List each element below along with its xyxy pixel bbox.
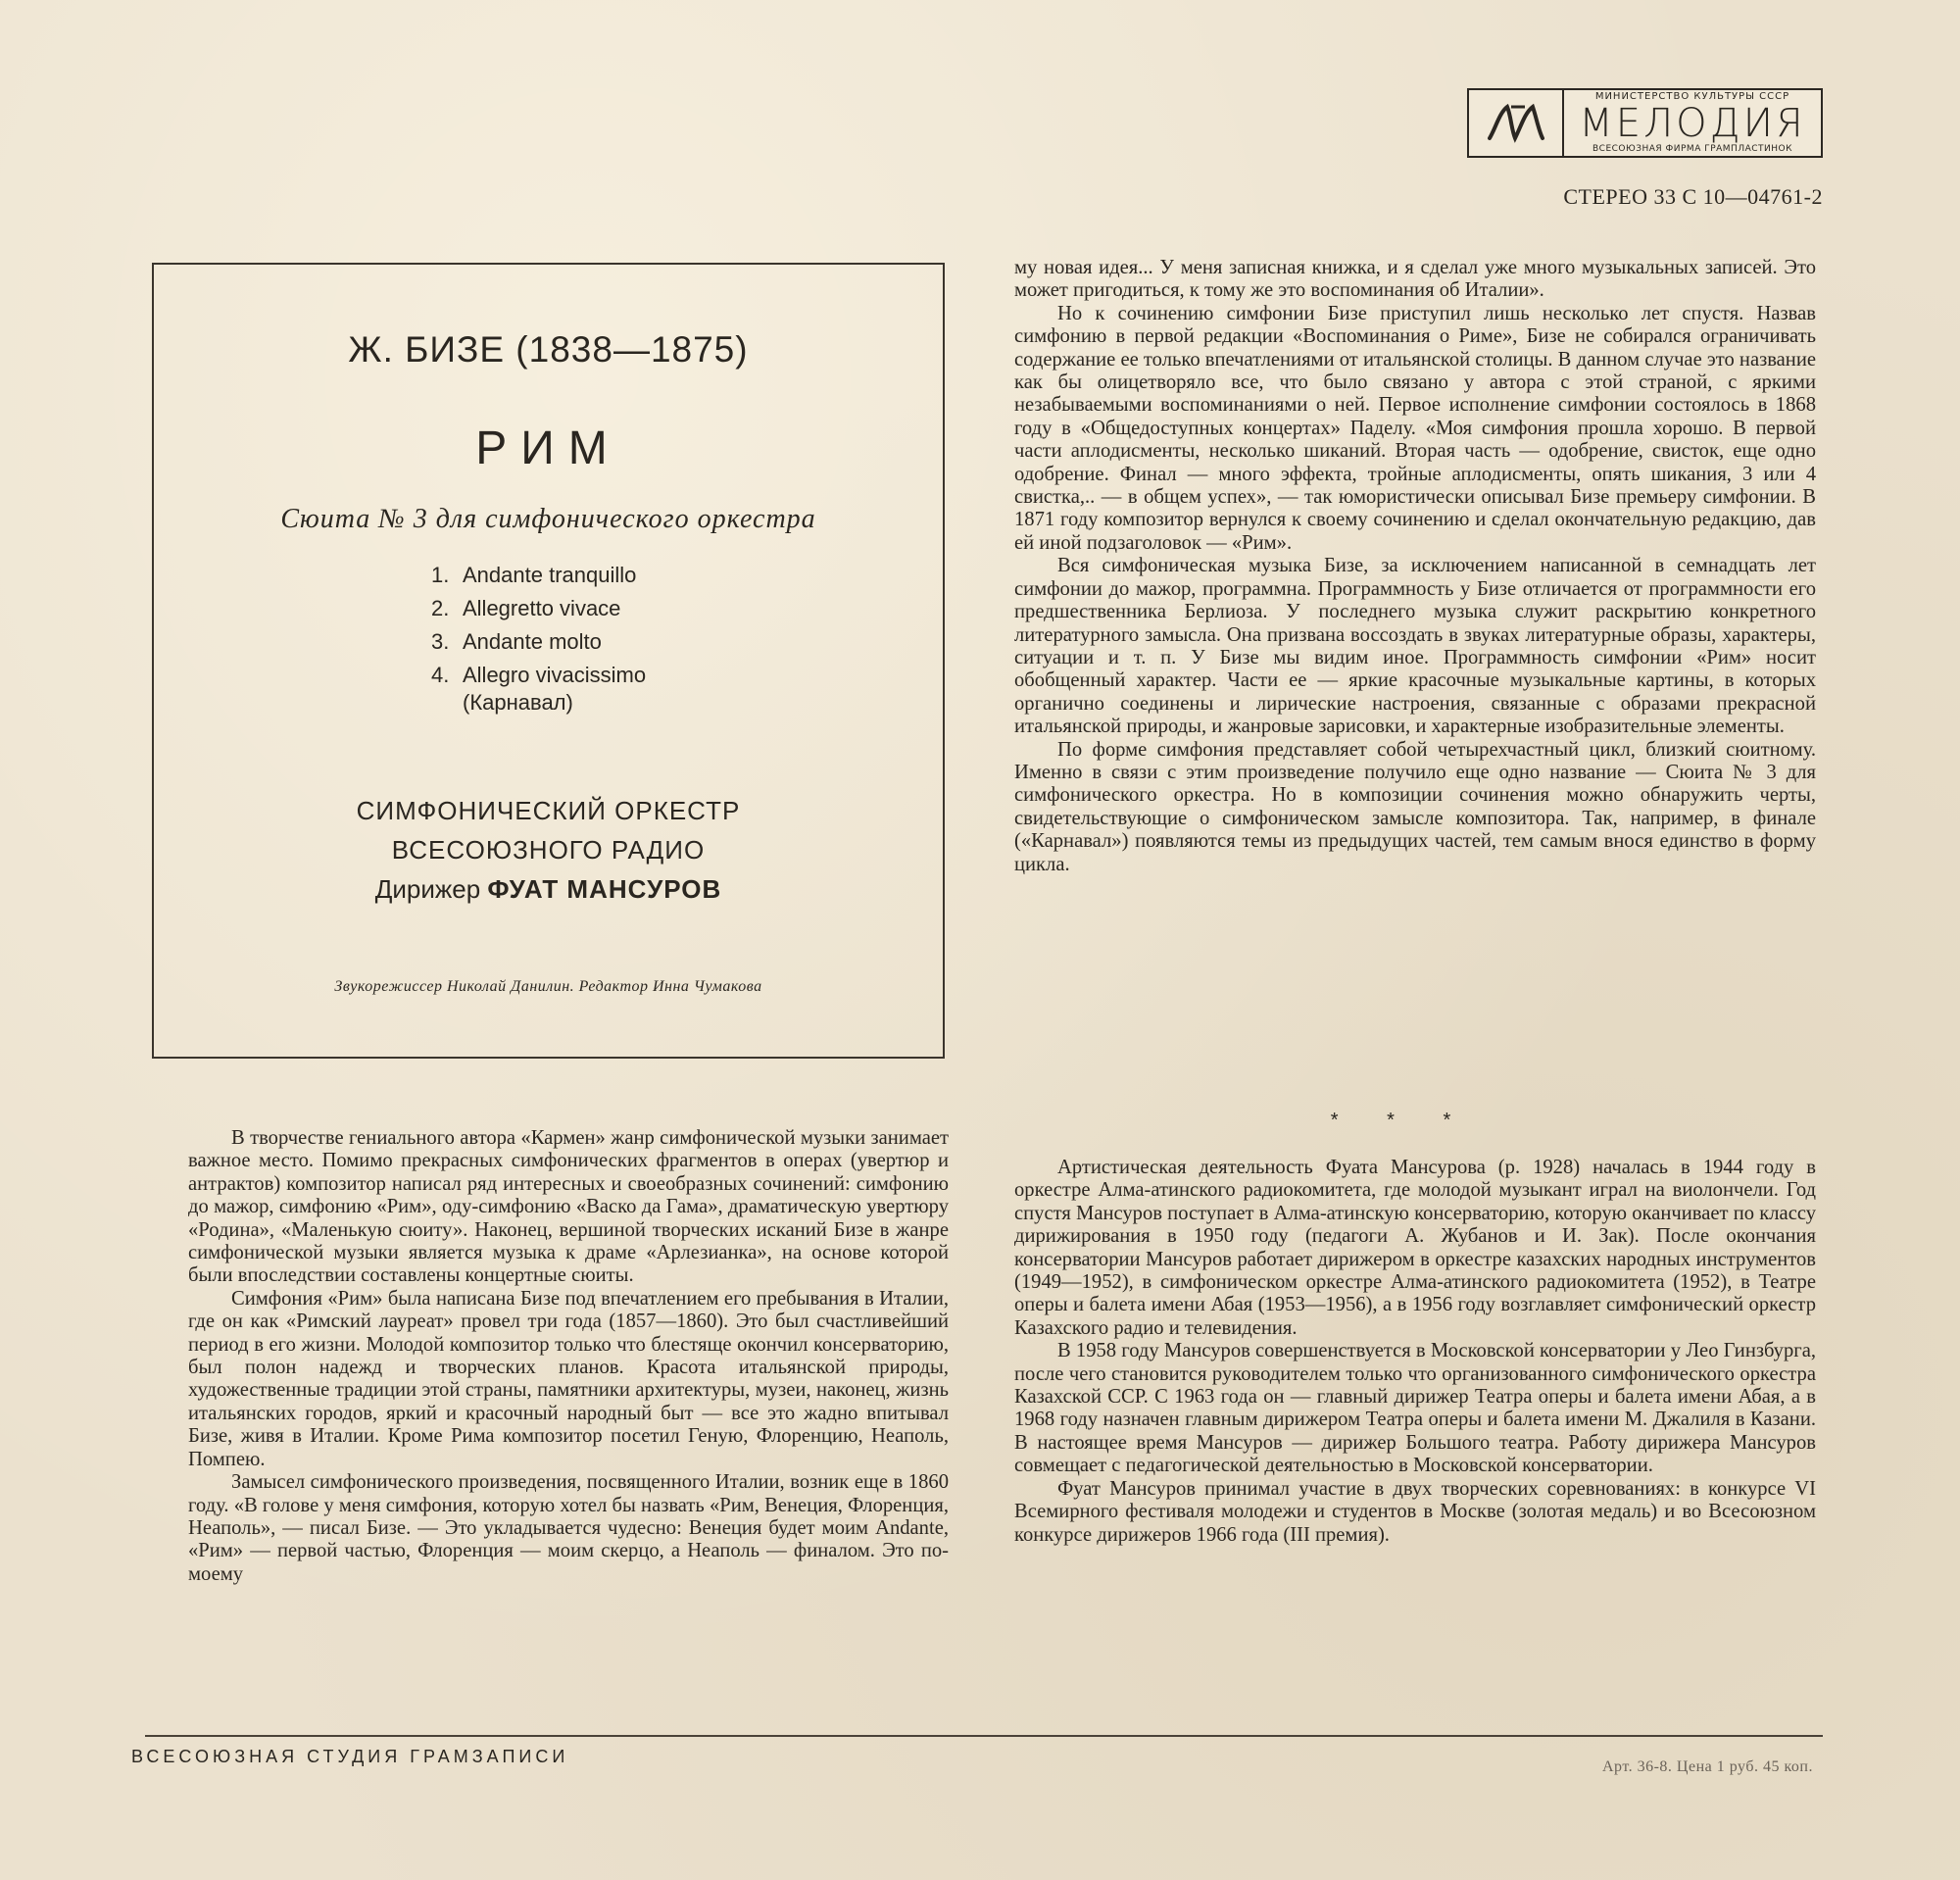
studio-name: ВСЕСОЮЗНАЯ СТУДИЯ ГРАМЗАПИСИ — [131, 1747, 569, 1766]
movement-item — [431, 659, 646, 692]
conductor-name: ФУАТ МАНСУРОВ — [487, 874, 722, 904]
movement-title: Allegro vivacissimo — [463, 663, 647, 687]
production-credits: Звукорежиссер Николай Данилин. Редактор Инна Чумакова — [334, 978, 762, 995]
movement-subtitle: (Карнавал) — [463, 690, 573, 715]
movement-number: 4. — [431, 663, 450, 687]
paragraph: Артистическая деятельность Фуата Мансурова (р. 1928) началась в 1944 году в оркестре Алма-атинского радиокомитета, где молодой музыкант играл на виолончели. Год спустя Мансуров поступает в Алма-атинскую консерваторию, которую оканчивает по классу дирижирования в 1950 году (педагоги А. Жубанов и И. Зак). После окончания консерватории Мансуров работает дирижером в оркестре казахских народных инструментов (1949—1952), в симфоническом оркестре Алма-атинского радиокомитета (1952), в Театре оперы и балета имени Абая (1953—1956), а в 1956 году возглавляет симфонический оркестр Казахского радио и телевидения. — [1014, 1157, 1816, 1339]
paragraph: По форме симфония представляет собой четырехчастный цикл, близкий сюитному. Именно в связи с этим произведение получило еще одно название — Сюита № 3 для симфонического оркестра. Но в композиции сочинения можно обнаружить черты, свидетельствующие о симфоническом замысле композитора. Так, например, в финале («Карнавал») появляются темы из предыдущих частей, тем самым внося единство в форму цикла. — [1014, 738, 1816, 875]
logo-ministry-text: МИНИСТЕРСТВО КУЛЬТУРЫ СССР — [1594, 91, 1790, 102]
work-title: РИМ — [475, 422, 621, 474]
footer-divider — [145, 1735, 1823, 1737]
paragraph: Но к сочинению симфонии Бизе приступил лишь несколько лет спустя. Назвав симфонию в первой редакции «Воспоминания о Риме», Бизе не собирался ограничивать содержание ее только впечатлениями от итальянской столицы. В данном случае это название как бы олицетворяло все, что было связано у автора с этой страной, с яркими незабываемыми воспоминаниями о ней. Первое исполнение симфонии состоялось в 1868 году в «Общедоступных концертах» Паделу. «Моя симфония прошла хорошо. В первой части аплодисменты, несколько шиканий. Вторая часть — одобрение, свисток, еще одно одобрение. Финал — много эффекта, тройные аплодисменты, опять шикания, 3 или 4 свистка,.. — в общем успех», — так юмористически описывал Бизе премьеру симфонии. В 1871 году композитор вернулся к своему сочинению и сделал окончательную редакцию, дав ей иной подзаголовок — «Рим». — [1014, 302, 1816, 554]
paragraph: му новая идея... У меня записная книжка, и я сделал уже много музыкальных записей. Это может пригодиться, к тому же это воспоминания об Италии». — [1014, 257, 1816, 302]
movement-title: Andante molto — [463, 629, 602, 654]
title-box — [152, 263, 945, 1059]
left-text-column — [188, 1127, 949, 1586]
price-line: Арт. 36-8. Цена 1 руб. 45 коп. — [1601, 1758, 1813, 1775]
conductor-line — [154, 874, 943, 905]
composer-heading: Ж. БИЗЕ (1838—1875) — [348, 329, 749, 370]
paragraph: Вся симфоническая музыка Бизе, за исключением написанной в семнадцать лет симфонии до мажор, программна. Программность у Бизе отличается от программности его предшественника Берлиоза. У последнего музыка служит раскрытию конкретного литературного замысла. Она призвана воссоздать в звуках литературные образы, характеры, ситуации и т. п. У Бизе мы видим иное. Программность симфонии «Рим» носит обобщенный характер. Части ее — яркие красочные музыкальные картины, в которых органично соединены и лирические настроения, связанные с образами прекрасной итальянской природы, и жанровые зарисовки, и характерные изобразительные элементы. — [1014, 555, 1816, 738]
melodiya-logo — [1467, 88, 1823, 158]
orchestra-name-line2: ВСЕСОЮЗНОГО РАДИО — [391, 835, 706, 865]
melodiya-emblem-icon — [1469, 90, 1564, 156]
paragraph: В творчестве гениального автора «Кармен» жанр симфонической музыки занимает важное место. Помимо прекрасных симфонических фрагментов в операх (увертюр и антрактов) композитор написал ряд интересных и своеобразных сочинений: симфонию до мажор, симфонию «Рим», оду-симфонию «Васко да Гама», драматическую увертюру «Родина», «Маленькую сюиту». Наконец, вершиной творческих исканий Бизе в жанре симфонической музыки является музыка к драме «Арлезианка», на основе которой были впоследствии составлены концертные сюиты. — [188, 1127, 949, 1287]
movement-number: 3. — [431, 629, 450, 654]
paragraph: Фуат Мансуров принимал участие в двух творческих соревнованиях: в конкурсе VI Всемирного фестиваля молодежи и студентов в Москве (золотая медаль) и во Всесоюзном конкурсе дирижеров 1966 года (III премия). — [1014, 1477, 1816, 1546]
movement-number: 1. — [431, 563, 450, 587]
conductor-label: Дирижер — [374, 874, 481, 904]
logo-company-text: ВСЕСОЮЗНАЯ ФИРМА ГРАМПЛАСТИНОК — [1592, 144, 1792, 154]
right-text-column-top — [1014, 257, 1816, 876]
paragraph: В 1958 году Мансуров совершенствуется в Московской консерватории у Лео Гинзбурга, после чего становится руководителем только что организованного симфонического оркестра Казахской ССР. С 1963 года он — главный дирижер Театра оперы и балета имени Абая, а в 1968 году назначен главным дирижером Театра оперы и балета имени М. Джалиля в Казани. В настоящее время Мансуров — дирижер Большого театра. Работу дирижера Мансуров совмещает с педагогической деятельностью в Московской консерватории. — [1014, 1340, 1816, 1477]
movement-list — [431, 559, 646, 717]
paragraph: Симфония «Рим» была написана Бизе под впечатлением его пребывания в Италии, где он как «Римский лауреат» провел три года (1857—1860). Это был счастливейший период в его жизни. Молодой композитор только что блестяще окончил консерваторию, был полон надежд и творческих планов. Красота итальянской природы, художественные традиции этой страны, памятники архитектуры, музеи, наконец, жизнь итальянских городов, яркий и красочный народный быт — все это жадно впитывал Бизе, живя в Италии. Кроме Рима композитор посетил Геную, Флоренцию, Неаполь, Помпею. — [188, 1287, 949, 1470]
movement-item — [431, 625, 646, 659]
work-subtitle: Сюита № 3 для симфонического оркестра — [280, 504, 816, 534]
section-separator: * * * — [1330, 1110, 1473, 1131]
logo-brand-name: МЕЛОДИЯ — [1579, 101, 1806, 146]
movement-title: Andante tranquillo — [463, 563, 637, 587]
catalog-number: СТЕРЕО 33 С 10—04761-2 — [1563, 184, 1823, 209]
right-text-column-bottom — [1014, 1157, 1816, 1547]
movement-item — [431, 592, 646, 625]
movement-title: Allegretto vivace — [463, 596, 621, 620]
movement-item — [431, 559, 646, 592]
paragraph: Замысел симфонического произведения, посвященного Италии, возник еще в 1860 году. «В голове у меня симфония, которую хотел бы назвать «Рим, Венеция, Флоренция, Неаполь», — писал Бизе. — Это укладывается чудесно: Венеция будет моим Andante, «Рим» — первой частью, Флоренция — моим скерцо, а Неаполь — финалом. Это по-моему — [188, 1471, 949, 1585]
melodiya-logo-text — [1564, 90, 1821, 156]
movement-number: 2. — [431, 596, 450, 620]
orchestra-name-line1: СИМФОНИЧЕСКИЙ ОРКЕСТР — [356, 796, 741, 825]
